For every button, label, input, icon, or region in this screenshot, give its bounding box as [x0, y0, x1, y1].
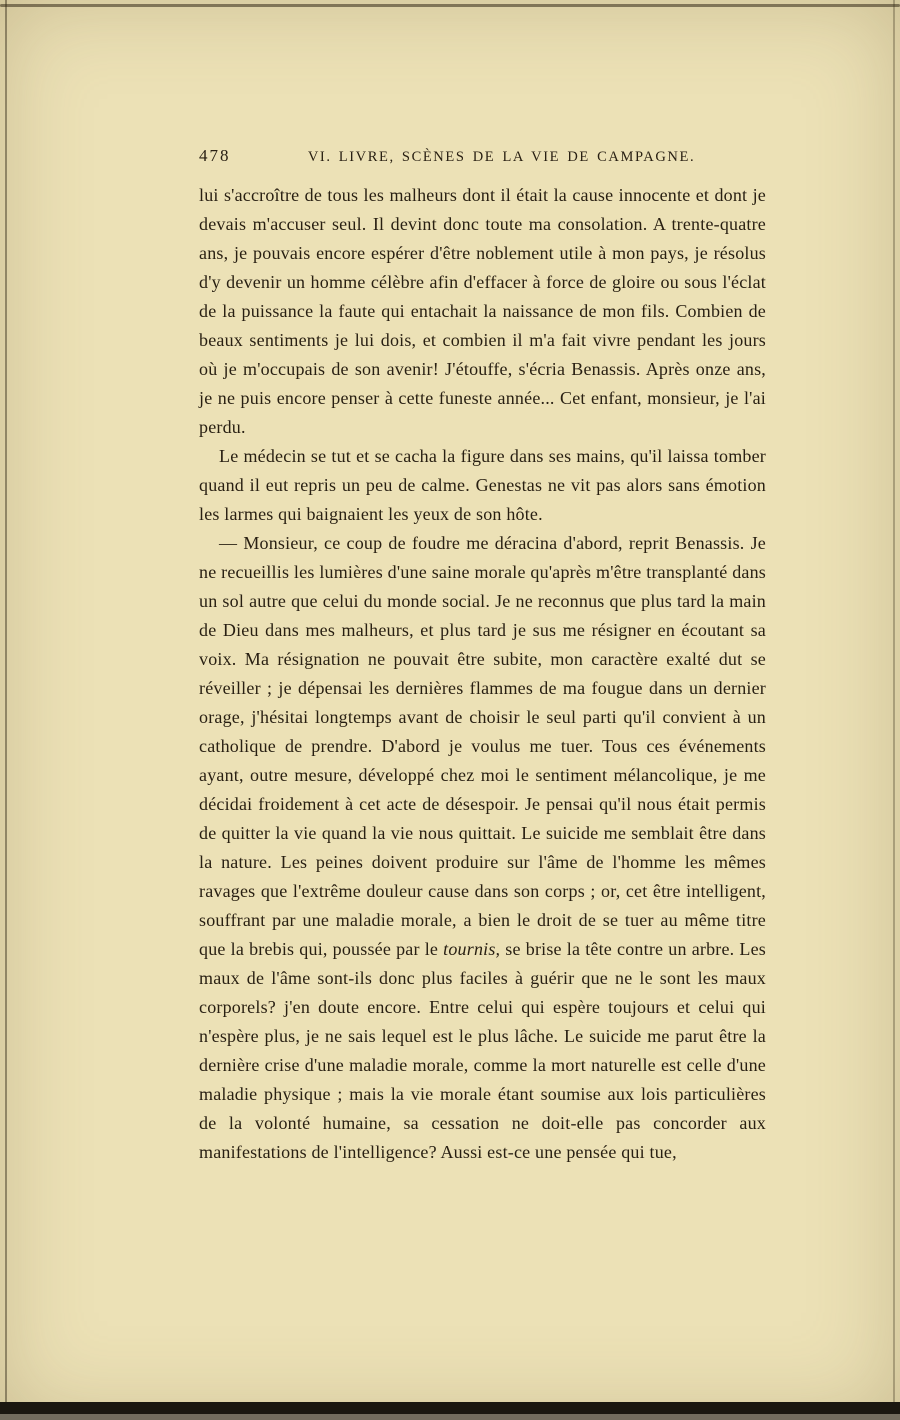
paragraph-continuation: lui s'accroître de tous les malheurs dont il était la cause innocente et dont je devais m'accuser seul. Il devint donc toute ma consolation. A trente-quatre ans, je pouvais encore espérer d'être noblement utile à mon pays, je résolus d'y devenir un homme célèbre afin d'effacer à force de gloire ou sous l'éclat de la puissance la faute qui entachait la naissance de mon fils. Combien de beaux sentiments je lui dois, et combien il m'a fait vivre pendant les jours où je m'occupais de son avenir! J'étouffe, s'écria Benassis. Après onze ans, je ne puis encore penser à cette funeste année... Cet enfant, monsieur, je l'ai perdu.	[199, 185, 766, 437]
page-header	[199, 146, 766, 166]
paragraph-text-before: — Monsieur, ce coup de foudre me déracina d'abord, reprit Benassis. Je ne recueillis les lumières d'une saine morale qu'après m'être transplanté dans un sol autre que celui du monde social. Je ne reconnus que plus tard la main de Dieu dans mes malheurs, et plus tard je sus me résigner en écoutant sa voix. Ma résignation ne pouvait être subite, mon caractère exalté dut se réveiller ; je dépensai les dernières flammes de ma fougue dans un dernier orage, j'hésitai longtemps avant de choisir le seul parti qu'il convient à un catholique de prendre. D'abord je voulus me tuer. Tous ces événements ayant, outre mesure, développé chez moi le sentiment mélancolique, je me décidai froidement à cet acte de désespoir. Je pensai qu'il nous était permis de quitter la vie quand la vie nous quittait. Le suicide me semblait être dans la nature. Les peines doivent produire sur l'âme de l'homme les mêmes ravages que l'extrême douleur cause dans son corps ; or, cet être intelligent, souffrant par une maladie morale, a bien le droit de se tuer au même titre que la brebis qui, poussée par le	[199, 533, 766, 959]
page-content	[199, 146, 766, 1167]
running-title: VI. LIVRE, SCÈNES DE LA VIE DE CAMPAGNE.	[307, 149, 696, 165]
paragraph-text-after: se brise la tête contre un arbre. Les maux de l'âme sont-ils donc plus faciles à guérir que ne le sont les maux corporels? j'en doute encore. Entre celui qui espère toujours et celui qui n'espère plus, je ne sais lequel est le plus lâche. Le suicide me parut être la dernière crise d'une maladie morale, comme la mort naturelle est celle d'une maladie physique ; mais la vie morale étant soumise aux lois particulières de la volonté humaine, sa cessation ne doit-elle pas concorder aux manifestations de l'intelligence? Aussi est-ce une pensée qui tue,	[199, 939, 766, 1162]
page-edge-right	[893, 0, 895, 1420]
paragraph-dialogue	[199, 529, 766, 1167]
paragraph: Le médecin se tut et se cacha la figure dans ses mains, qu'il laissa tomber quand il eut repris un peu de calme. Genestas ne vit pas alors sans émotion les larmes qui baignaient les yeux de son hôte.	[199, 446, 766, 524]
page-edge-bottom-shadow	[0, 1414, 900, 1420]
italic-word-tournis: tournis,	[443, 939, 501, 959]
page-edge-top	[0, 4, 900, 7]
page-edge-bottom	[0, 1402, 900, 1414]
page-number: 478	[199, 146, 231, 165]
page-edge-left	[5, 0, 7, 1420]
